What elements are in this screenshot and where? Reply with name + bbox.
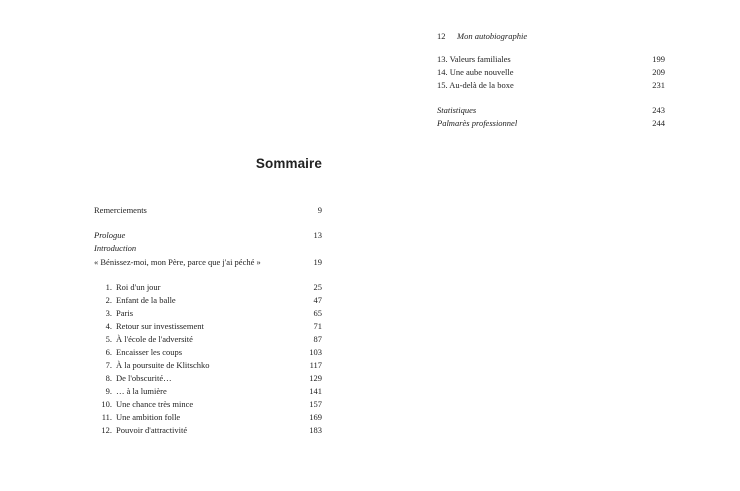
toc-entry [437, 79, 665, 91]
chapter-number: 2. [105, 295, 112, 305]
page-ref: 71 [313, 321, 322, 331]
section-title: « Bénissez-moi, mon Père, parce que j'ai péché » [94, 257, 261, 267]
chapter-number: 9. [105, 386, 112, 396]
chapter-title: Enfant de la balle [116, 295, 176, 305]
chapter-title: Retour sur investissement [116, 321, 204, 331]
page-ref: 87 [313, 334, 322, 344]
chapter-title: Encaisser les coups [116, 347, 183, 357]
toc-entry-label [437, 53, 511, 65]
section-title: Prologue [94, 230, 126, 240]
toc-entry [94, 229, 322, 241]
page-ref: 13 [313, 230, 322, 240]
toc-chapter [94, 411, 322, 423]
page-ref: 47 [313, 295, 322, 305]
chapter-title: À la poursuite de Klitschko [116, 360, 210, 370]
toc-chapter [94, 424, 322, 436]
chapter-number: 4. [105, 321, 112, 331]
toc-chapter [94, 294, 322, 306]
chapter-number: 6. [105, 347, 112, 357]
chapter-number: 5. [105, 334, 112, 344]
page-ref: 117 [309, 360, 322, 370]
chapter-number: 8. [105, 373, 112, 383]
chapter-number: 10. [101, 399, 112, 409]
page-ref: 209 [652, 67, 665, 77]
page-ref: 199 [652, 54, 665, 64]
toc-chapter [94, 320, 322, 332]
toc-chapter [94, 281, 322, 293]
chapter-title: Une chance très mince [116, 399, 194, 409]
running-head [437, 31, 527, 41]
toc-chapter [94, 359, 322, 371]
page-ref: 157 [309, 399, 322, 409]
toc-entry [94, 256, 322, 268]
page-ref: 129 [309, 373, 322, 383]
page-ref: 9 [317, 205, 322, 215]
chapter-title: À l'école de l'adversité [116, 334, 193, 344]
toc-annex [437, 104, 665, 116]
chapter-title: Une ambition folle [116, 412, 181, 422]
chapter-number: 7. [105, 360, 112, 370]
page-ref: 244 [652, 118, 665, 128]
section-title: Introduction [94, 243, 137, 253]
running-title: Mon autobiographie [457, 31, 528, 41]
toc-chapter [94, 333, 322, 345]
page-ref: 169 [309, 412, 322, 422]
annex-title: Statistiques [437, 105, 477, 115]
toc-entry [437, 66, 665, 78]
toc-entry-label [437, 79, 514, 91]
chapter-number: 12. [101, 425, 112, 435]
page-ref: 231 [652, 80, 665, 90]
page-ref: 243 [652, 105, 665, 115]
page-ref: 19 [313, 257, 322, 267]
page-ref: 25 [313, 282, 322, 292]
chapter-number: 3. [105, 308, 112, 318]
toc-chapter [94, 385, 322, 397]
chapter-title: De l'obscurité… [116, 373, 172, 383]
page-number: 12 [437, 31, 446, 41]
chapter-number: 1. [105, 282, 112, 292]
toc-chapter [94, 307, 322, 319]
toc-chapter [94, 346, 322, 358]
page-title: Sommaire [255, 156, 322, 171]
toc-entry [94, 242, 322, 254]
toc-entry [94, 204, 322, 216]
toc-annex [437, 117, 665, 129]
toc-entry [437, 53, 665, 65]
chapter-title: Roi d'un jour [116, 282, 161, 292]
annex-title: Palmarès professionnel [437, 118, 518, 128]
toc-chapter [94, 372, 322, 384]
chapter-title: Une aube nouvelle [449, 67, 514, 77]
chapter-number: 15. [437, 80, 448, 90]
chapter-title: Pouvoir d'attractivité [116, 425, 188, 435]
page-ref: 141 [309, 386, 322, 396]
chapter-number: 14. [437, 67, 448, 77]
chapter-title: … à la lumière [116, 386, 167, 396]
chapter-title: Paris [116, 308, 133, 318]
chapter-number: 13. [437, 54, 448, 64]
chapter-title: Valeurs familiales [449, 54, 511, 64]
page-ref: 183 [309, 425, 322, 435]
section-title: Remerciements [94, 205, 147, 215]
chapter-number: 11. [101, 412, 112, 422]
chapter-title: Au-delà de la boxe [449, 80, 514, 90]
toc-chapter [94, 398, 322, 410]
page-ref: 103 [309, 347, 322, 357]
toc-entry-label [437, 66, 513, 78]
page-ref: 65 [313, 308, 322, 318]
